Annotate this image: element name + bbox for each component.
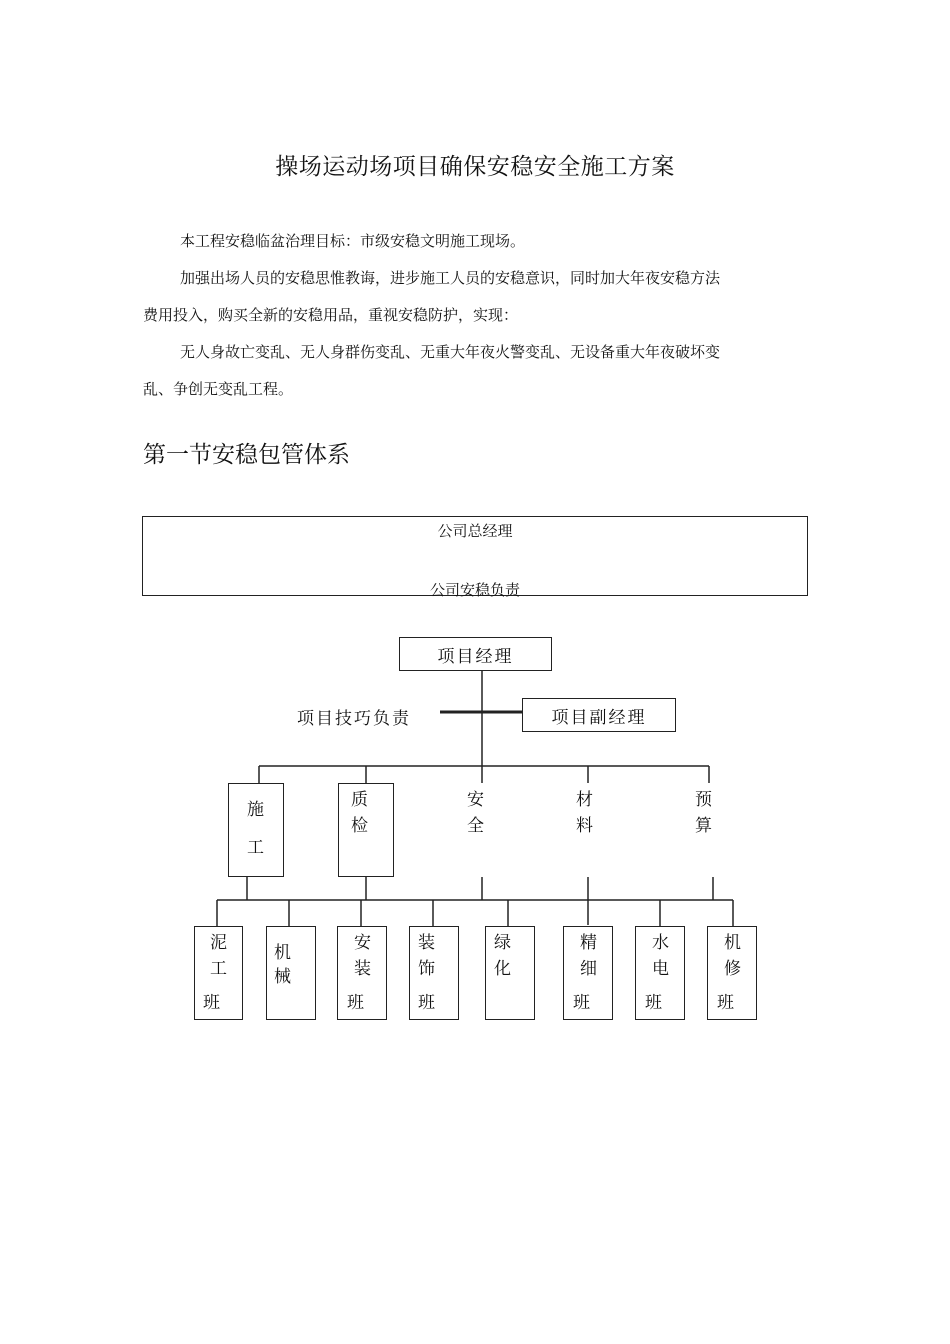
paragraph-targets-line2: 乱、争创无变乱工程。 — [143, 380, 294, 398]
team-zhuangshi-char2: 饰 — [418, 959, 435, 979]
paragraph-education-line1: 加强出场人员的安稳思惟教诲，进步施工人员的安稳意识，同时加大年夜安稳方法 — [180, 269, 721, 287]
team-zhuangshi-char3: 班 — [418, 993, 435, 1013]
team-box-zhuangshi — [409, 926, 459, 1020]
team-anzhuang-char2: 装 — [354, 959, 371, 979]
team-lvhua-char2: 化 — [494, 959, 511, 979]
deputy-manager-label: 项目副经理 — [551, 707, 647, 728]
dept-box-zhijian — [338, 783, 394, 877]
team-jixie-char1: 机 — [274, 943, 291, 963]
team-box-jingxi — [563, 926, 613, 1020]
company-safety-label: 公司安稳负责 — [429, 581, 520, 599]
team-jingxi-char1: 精 — [580, 933, 597, 953]
team-shuidian-char1: 水 — [652, 933, 669, 953]
paragraph-goal-text: 本工程安稳临盆治理目标：市级安稳文明施工现场。 — [180, 232, 526, 250]
paragraph-targets-line1: 无人身故亡变乱、无人身群伤变乱、无重大年夜火警变乱、无设备重大年夜破坏变 — [180, 343, 721, 361]
team-nigong-char3: 班 — [203, 993, 220, 1013]
team-nigong-char1: 泥 — [210, 933, 227, 953]
dept-shigong-char1: 施 — [247, 800, 264, 820]
dept-yusuan-char1: 预 — [695, 790, 712, 810]
team-lvhua-char1: 绿 — [494, 933, 511, 953]
team-nigong-char2: 工 — [210, 959, 227, 979]
company-gm-label: 公司总经理 — [437, 522, 513, 540]
dept-anquan-char2: 全 — [467, 816, 484, 836]
team-anzhuang-char3: 班 — [347, 993, 364, 1013]
team-box-nigong — [194, 926, 243, 1020]
team-box-lvhua — [485, 926, 535, 1020]
project-manager-label: 项目经理 — [437, 646, 514, 667]
document-title: 操场运动场项目确保安稳安全施工方案 — [275, 154, 675, 180]
team-box-anzhuang — [337, 926, 387, 1020]
project-manager-box — [399, 637, 552, 671]
team-jixie-char2: 械 — [274, 967, 291, 987]
dept-box-shigong — [228, 783, 284, 877]
dept-shigong-char2: 工 — [247, 838, 264, 858]
dept-zhijian-char2: 检 — [351, 816, 368, 836]
team-jingxi-char3: 班 — [573, 993, 590, 1013]
team-box-jixiu — [707, 926, 757, 1020]
team-shuidian-char3: 班 — [645, 993, 662, 1013]
dept-cailiao-char2: 料 — [576, 816, 593, 836]
team-anzhuang-char1: 安 — [354, 933, 371, 953]
team-jixiu-char2: 修 — [724, 959, 741, 979]
team-jixiu-char1: 机 — [724, 933, 741, 953]
section-heading: 第一节安稳包管体系 — [143, 442, 350, 468]
team-shuidian-char2: 电 — [652, 959, 669, 979]
dept-zhijian-char1: 质 — [351, 790, 368, 810]
deputy-manager-box — [522, 698, 676, 732]
dept-cailiao-char1: 材 — [576, 790, 593, 810]
dept-anquan-char1: 安 — [467, 790, 484, 810]
team-box-jixie — [266, 926, 316, 1020]
team-jixiu-char3: 班 — [717, 993, 734, 1013]
team-box-shuidian — [635, 926, 685, 1020]
paragraph-education-line2: 费用投入，购买全新的安稳用品，重视安稳防护，实现： — [143, 306, 519, 324]
team-zhuangshi-char1: 装 — [418, 933, 435, 953]
dept-yusuan-char2: 算 — [695, 816, 712, 836]
team-jingxi-char2: 细 — [580, 959, 597, 979]
tech-lead-label: 项目技巧负责 — [297, 709, 411, 729]
